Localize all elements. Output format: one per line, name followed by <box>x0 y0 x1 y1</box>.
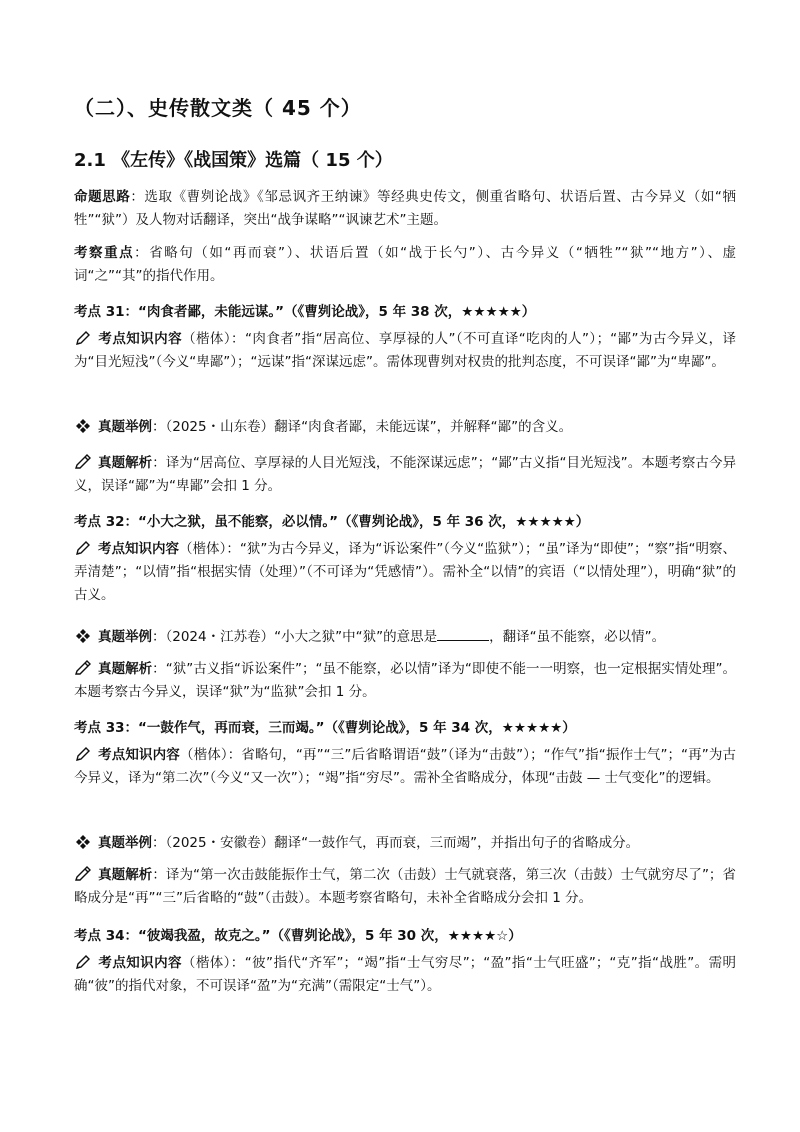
example-label: 真题举例 <box>98 629 152 645</box>
analysis-text: ：“狱”古义指“诉讼案件”；“虽不能察，必以情”译为“即使不能一一明察，也一定根据实情处理”。本题考察古今异义，误译“狱”为“监狱”会扣 1 分。 <box>74 661 737 700</box>
analysis-text: ：译为“第一次击鼓能振作士气，第二次（击鼓）士气就衰落，第三次（击鼓）士气就穷尽了”；省略成分是“再”“三”后省略的“鼓”（击鼓）。本题考察省略句，未补全省略成分会扣 1 分。 <box>74 867 736 906</box>
diamond-icon <box>74 834 92 850</box>
example-text: ：（2025・山东卷）翻译“肉食者鄙，未能远谋”，并解释“鄙”的含义。 <box>152 419 573 435</box>
point-heading: 考点 32：“小大之狱，虽不能察，必以情。”（《曹刿论战》，5 年 36 次，★★★★★） <box>74 514 590 530</box>
pencil-icon <box>74 540 92 556</box>
knowledge-label: 考点知识内容 <box>98 331 183 347</box>
section-title: （二）、史传散文类（ 45 个） <box>74 96 362 120</box>
point-heading: 考点 31：“肉食者鄙，未能远谋。”（《曹刿论战》，5 年 38 次，★★★★★） <box>74 304 536 320</box>
knowledge-text: （楷体）：“肉食者”指“居高位、享厚禄的人”（不可直译“吃肉的人”）；“鄙”为古今异义，译为“目光短浅”（今义“卑鄙”）；“远谋”指“深谋远虑”。需体现曹刿对权贵的批判态度，不可误译“鄙”为“卑鄙”。 <box>74 331 737 370</box>
example-label: 真题举例 <box>98 835 152 851</box>
pen-icon <box>74 660 92 676</box>
analysis-label: 真题解析 <box>98 455 153 471</box>
knowledge-paragraph <box>74 952 736 998</box>
analysis-paragraph <box>74 658 736 704</box>
knowledge-paragraph <box>74 538 736 607</box>
approach-text: ：选取《曹刿论战》《邹忌讽齐王纳谏》等经典史传文，侧重省略句、状语后置、古今异义（如“牺牲”“狱”）及人物对话翻译，突出“战争谋略”“讽谏艺术”主题。 <box>74 189 737 228</box>
knowledge-text: （楷体）：“彼”指代“齐军”；“竭”指“士气穷尽”；“盈”指“士气旺盛”；“克”指“战胜”。需明确“彼”的指代对象，不可误译“盈”为“充满”（需限定“士气”）。 <box>74 955 737 994</box>
knowledge-text: （楷体）：“狱”为古今异义，译为“诉讼案件”（今义“监狱”）；“虽”译为“即使”；“察”指“明察、弄清楚”；“以情”指“根据实情（处理）”（不可译为“凭感情”）。需补全“以情”的宾语（“以情处理”），明确“狱”的古义。 <box>74 541 737 603</box>
knowledge-label: 考点知识内容 <box>98 541 180 557</box>
pencil-icon <box>74 954 92 970</box>
focus-text: ：省略句（如“再而衰”）、状语后置（如“战于长勺”）、古今异义（“牺牲”“狱”“地方”）、虚词“之”“其”的指代作用。 <box>74 245 736 284</box>
diamond-icon <box>74 418 92 434</box>
analysis-text: ：译为“居高位、享厚禄的人目光短浅，不能深谋远虑”；“鄙”古义指“目光短浅”。本题考察古今异义，误译“鄙”为“卑鄙”会扣 1 分。 <box>74 455 737 494</box>
focus-paragraph <box>74 242 736 288</box>
knowledge-text: （楷体）：省略句，“再”“三”后省略谓语“鼓”（译为“击鼓”）；“作气”指“振作士气”；“再”为古今异义，译为“第二次”（今义“又一次”）；“竭”指“穷尽”。需补全省略成分，体现“击鼓 — 士气变化”的逻辑。 <box>74 747 736 786</box>
example-paragraph <box>74 416 736 439</box>
point-heading: 考点 34：“彼竭我盈，故克之。”（《曹刿论战》，5 年 30 次，★★★★☆） <box>74 928 522 944</box>
analysis-paragraph <box>74 452 736 498</box>
diamond-icon <box>74 628 92 644</box>
example-text: ：（2025・安徽卷）翻译“一鼓作气，再而衰，三而竭”，并指出句子的省略成分。 <box>152 835 640 851</box>
analysis-label: 真题解析 <box>98 867 153 883</box>
example-paragraph <box>74 832 736 855</box>
subsection-title: 2.1 《左传》《战国策》选篇（ 15 个） <box>74 150 393 171</box>
knowledge-paragraph <box>74 744 736 790</box>
pencil-icon <box>74 746 92 762</box>
knowledge-label: 考点知识内容 <box>98 955 182 971</box>
pencil-icon <box>74 330 92 346</box>
knowledge-label: 考点知识内容 <box>98 747 180 763</box>
point-heading: 考点 33：“一鼓作气，再而衰，三而竭。”（《曹刿论战》，5 年 34 次，★★★★★） <box>74 720 576 736</box>
example-text-end: ，翻译“虽不能察，必以情”。 <box>489 629 666 645</box>
focus-label: 考察重点 <box>74 245 135 261</box>
analysis-paragraph <box>74 864 736 910</box>
example-text: ：（2024・江苏卷）“小大之狱”中“狱”的意思是 <box>152 629 438 645</box>
pen-icon <box>74 866 92 882</box>
knowledge-paragraph <box>74 328 736 374</box>
example-label: 真题举例 <box>98 419 152 435</box>
answer-blank <box>437 628 489 641</box>
approach-label: 命题思路 <box>74 189 131 205</box>
approach-paragraph <box>74 186 736 232</box>
analysis-label: 真题解析 <box>98 661 153 677</box>
example-paragraph <box>74 626 736 649</box>
pen-icon <box>74 454 92 470</box>
